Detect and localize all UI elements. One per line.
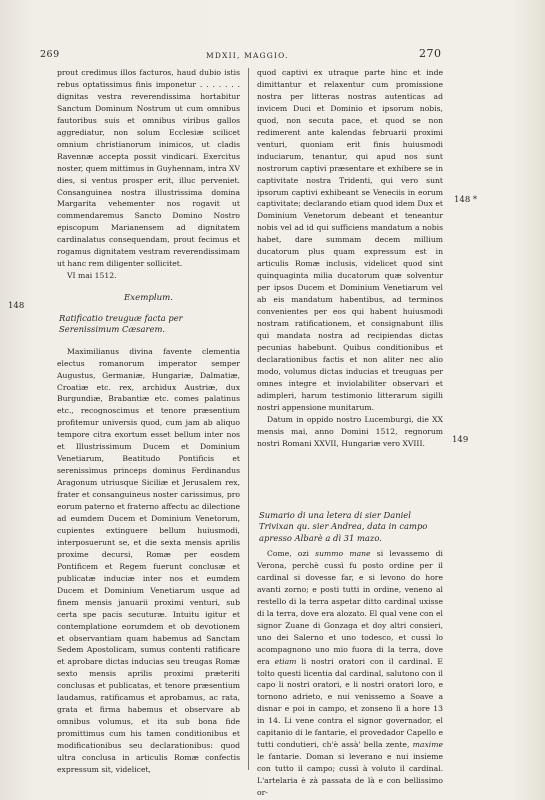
letter-text-2: si levassemo di Verona, perchè cussì fu posto ordine per il cardinal si dovesse far, e si levono do hore avanti zorno; e posti tutti in ordine, veneno al restello di la terra aspetar ditto cardinal uxisse di la terra, dove era alozato. El qual vene con el signor Zuane di Gonzaga et doy altri consieri, uno dei Salerno et uno todesco, et cussì lo acompagnono uno mio fuora di la terra, dove era bbox=[257, 549, 443, 666]
heading-ratificatio: Ratificatio treuguæ facta per Serenissimum Cæsarem. bbox=[59, 312, 183, 335]
letter-emphasis-3: maxime bbox=[412, 740, 443, 750]
right-column bbox=[257, 67, 443, 799]
left-page-number: 269 bbox=[40, 49, 60, 60]
letter-emphasis-1: summo mane bbox=[315, 549, 371, 558]
letter-emphasis-2: etiam bbox=[274, 656, 297, 666]
heading-exemplum: Exemplum. bbox=[123, 293, 174, 304]
left-column bbox=[57, 67, 240, 776]
margin-note-148-right: 148 * bbox=[454, 195, 478, 205]
margin-note-149: 149 bbox=[452, 435, 469, 445]
running-head: MDXII, MAGGIO. bbox=[206, 51, 289, 60]
datum-paragraph: Datum in oppido nostro Lucemburgi, die XX mensis mai, anno Domini 1512, regnorum nostri Romani XXVII, Hungariæ vero XVIII. bbox=[257, 414, 443, 448]
letter-text-3: li nostri oratori con il cardinal. E tolto questi licentia dal cardinal, salutono con il capo li nostri oratori, e li nostri oratori loro, e tornono adrieto, e nui venissemo a Soave a disnar e poi in campo, et zonseno lì a hore 13 in 14. Li vene contra el signor governador, el capitanio di le fantarie, el provedador Capello e tutti condutieri, ch'è assà' bella zente, bbox=[257, 656, 443, 750]
body-paragraph: Maximilianus divina favente clementia electus romanorum imperator semper Augustus, Germaniæ, Hungariæ, Dalmatiæ, Croatiæ etc. rex, archidux Austriæ, dux Burgundiæ, Brabantiæ etc. comes palatinus etc., recognoscimus et tenore præsentium profitemur universis quod, cum jam ab aliquo tempore citra exortum esset bellum inter nos et Illustrissimum Ducem et Dominium Venetiarum, Beatitudo Pontificis et serenissimus princeps dominus Ferdinandus Aragonum utriusque Siciliæ et Jerusalem rex, frater et consanguineus noster carissimus, pro eorum paterno et fraterno affectu ac dilectione ad eumdem Ducem et Dominium Venetorum, cupientes extinguere bellum huiusmodi, interposuerunt se, et die sexta mensis aprilis proxime decursi, Romæ per eosdem Pontificem et Regem fuerunt conclusæ et publicatæ induciæ inter nos et eumdem Ducem et Dominium Venetiarum usque ad finem mensis januarii proximi venturi, sub certa spe pacis secuturæ. Intuitu igitur et contemplatione eorumdem et ob devotionem et observantiam quam habemus ad Sanctam Sedem Apostolicam, sumus contenti ratificare et aprobare dictas inducias seu treugas Romæ sexto mensis aprilis proximi præteriti conclusas et publicatas, et tenore præsentium laudamus, ratificamus et aprobamus, ac rata, grata et firma habemus et observare ab omnibus volumus, et ita sub bona fide promittimus cum his tamen conditionibus et modificationibus seu declarationibus: quod ultra conclusa in articulis Romæ confectis expressum sit, videlicet, bbox=[57, 346, 240, 775]
letter-text-1: Come, ozi bbox=[267, 549, 316, 558]
letter-paragraph bbox=[257, 548, 443, 799]
column-divider bbox=[248, 68, 249, 770]
continuation-paragraph: quod captivi ex utraque parte hinc et inde dimittantur et relaxentur cum promissione nostra per litteras nostras autenticas ad invicem Duci et Dominio et ipsorum nobis, quod, non secuta pace, et quod se non redimerent ante kalendas februarii proximi venturi, quoniam erit finis huiusmodi induciarum, tenantur, qui apud nos sunt nostrorum captivi præsentare et exhibere se in captivitate nostra Tridenti, qui vero sunt ipsorum captivi exhibeant se Veneciis in eorum captivitate; declarando etiam quod idem Dux et Dominium Venetorum debeant et teneantur nobis vel ad id qui sufficiens mandatum a nobis habet, dare summam decem millium ducatorum plus quam expressum est in articulis Romæ inclusis, videlicet quod sint quinquaginta milia ducatorum quæ solventur per ipsos Ducem et Dominium Venetiarum vel ab eis mandatum habentibus, ad terminos convenientes per eos qui habent huiusmodi nostram ratificationem, et consignabunt illis qui mandata nostra ad recipiendas dictas pecunias habebunt. Quibus conditionibus et declarationibus factis et non aliter nec alio modo, volumus dictas inducias et treuguas per omnes integre et inviolabiliter observari et adimpleri, harum testimonio litterarum sigilli nostri appensione munitarum. bbox=[257, 68, 443, 412]
margin-note-148-left: 148 bbox=[8, 301, 25, 311]
right-page-number: 270 bbox=[419, 47, 442, 60]
heading-sumario: Sumario di una letera di sier Daniel Trivixan qu. sier Andrea, data in campo apresso Albarè a dì 31 mazo. bbox=[259, 509, 428, 543]
opening-paragraph: prout credimus illos facturos, haud dubio istis rebus optatissimus finis imponetur . . . . . . . dignitas vestra reverendissima hortabitur Sanctum Dominum Nostrum ut cum omnibus fautoribus suis et omnibus viribus gallos aggrediatur, non solum Ecclesiæ scilicet omnium christianorum inimicos, ut cladis Ravennæ accepta possit vindicari. Exercitus noster, quem mittimus in Guyhennam, intra XV dies, si ventus prosper erit, illuc perveniet. Consanguinea nostra illustrissima domina Margarita vehementer nos rogavit ut commendaremus Sancto Domino Nostro episcopum Marianensem ad dignitatem cardinalatus consequendam, prout fecimus et rogamus dignitatem vestram reverendissimam ut hanc rem diligenter sollicitet. bbox=[57, 68, 240, 269]
letter-text-4: le fantarie. Doman si leverano e nui insieme con tutto il campo; cussì à voluto il cardinal. L'artelaria è zà passata de là e con bellissimo or- bbox=[257, 752, 443, 798]
date-line: VI mai 1512. bbox=[67, 271, 117, 281]
